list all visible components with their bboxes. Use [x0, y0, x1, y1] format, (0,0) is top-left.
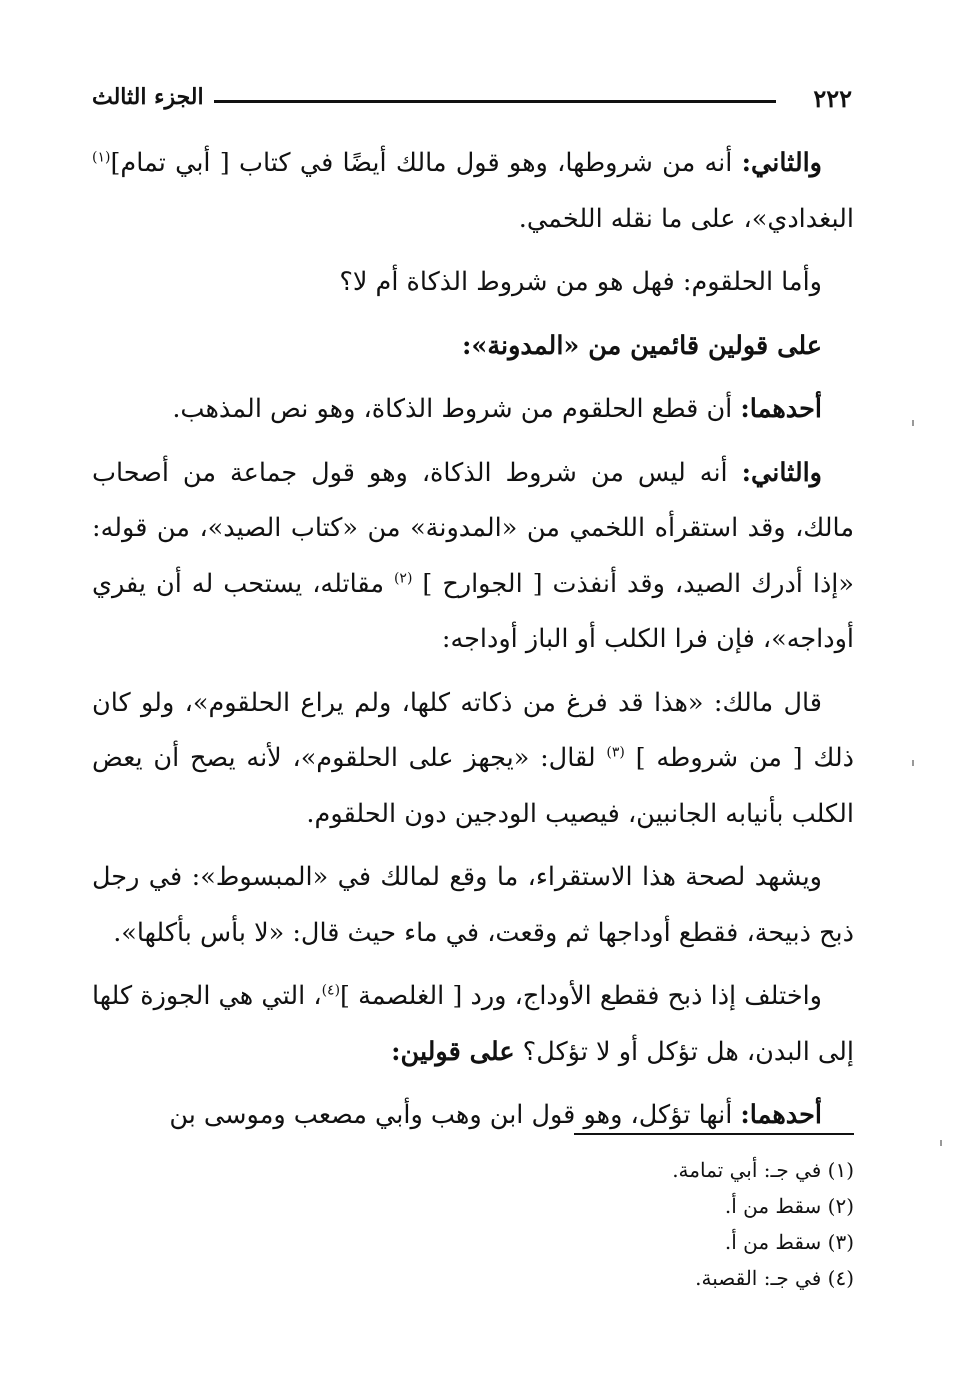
paragraph-text: ويشهد لصحة هذا الاستقراء، ما وقع لمالك في «المبسوط»: في رجل ذبح ذبيحة، فقطع أوداجها ثم وقعت، في ماء حيث قال: «لا بأس بأكلها». [92, 862, 854, 948]
scan-speck [912, 760, 914, 766]
paragraph-text: أنه ليس من شروط الذكاة، وهو قول جماعة من أصحاب مالك، وقد استقرأه اللخمي من «المدونة» من «كتاب الصيد»، من قوله: «إذا أدرك الصيد، وقد أنفذت [ الجوارح ] [92, 457, 854, 599]
footnote-ref: (٢) [393, 570, 413, 586]
paragraph [92, 136, 854, 247]
page-header [92, 80, 852, 120]
main-text [92, 136, 854, 1152]
page-number: ٢٢٢ [813, 84, 852, 113]
paragraph-text: وأما الحلقوم: فهل هو من شروط الذكاة أم لا؟ [339, 267, 822, 297]
paragraph [92, 1088, 854, 1144]
footnotes [92, 1152, 854, 1296]
paragraph [92, 319, 854, 375]
paragraph-lead: أحدهما: [740, 1100, 822, 1130]
footnote-ref: (١) [92, 149, 111, 166]
paragraph-tail: لقال: «يجهز على الحلقوم»، لأنه يصح أن يعض الكلب بأنيابه الجانبين، فيصيب الودجين دون الحلقوم. [92, 743, 854, 829]
paragraph [92, 446, 854, 668]
footnote: (٢) سقط من أ. [724, 1194, 854, 1218]
paragraph [92, 382, 854, 438]
paragraph-text: أنه من شروطها، وهو قول مالك أيضًا في كتاب [ أبي تمام] [110, 148, 742, 178]
footnote-separator [574, 1133, 854, 1135]
paragraph [92, 255, 854, 311]
paragraph-text: قال مالك: «هذا قد فرغ من ذكاته كلها، ولم يراع الحلقوم»، ولو كان ذلك [ من شروطه ] [92, 687, 854, 773]
paragraph-tail: ، التي هي الجوزة كلها إلى البدن، هل تؤكل أو لا تؤكل؟ [92, 981, 854, 1067]
footnote-ref: (٤) [321, 982, 341, 999]
paragraph-lead: والثاني: [741, 148, 822, 178]
paragraph-lead: والثاني: [741, 457, 822, 488]
footnote: (٣) سقط من أ. [724, 1230, 854, 1254]
paragraph-lead: أحدهما: [740, 394, 822, 424]
paragraph [92, 969, 854, 1080]
paragraph-lead: على قولين قائمين من «المدونة»: [462, 330, 822, 361]
paragraph-tail: البغدادي»، على ما نقله اللخمي. [518, 203, 854, 234]
paragraph-text: أن قطع الحلقوم من شروط الذكاة، وهو نص المذهب. [172, 394, 741, 424]
header-rule [214, 100, 776, 103]
footnote-ref: (٣) [606, 744, 625, 761]
running-title: الجزء الثالث [92, 84, 204, 110]
footnote: (١) في جـ: أبي تمامة. [672, 1158, 854, 1182]
scan-speck [912, 420, 914, 426]
paragraph [92, 676, 854, 843]
paragraph-text: أنها تؤكل، وهو قول ابن وهب وأبي مصعب وموسى بن [169, 1100, 741, 1130]
paragraph-tail: مقاتله، يستحب له أن يفري أوداجه»، فإن فرا الكلب أو الباز أوداجه: [92, 568, 854, 654]
footnote: (٤) في جـ: القصبة. [695, 1266, 854, 1290]
paragraph-text: واختلف إذا ذبح فقطع الأوداج، ورد [ الغلصمة ] [340, 981, 822, 1011]
paragraph [92, 850, 854, 961]
scan-speck [940, 1140, 942, 1146]
paragraph-tail-bold: على قولين: [391, 1036, 515, 1067]
